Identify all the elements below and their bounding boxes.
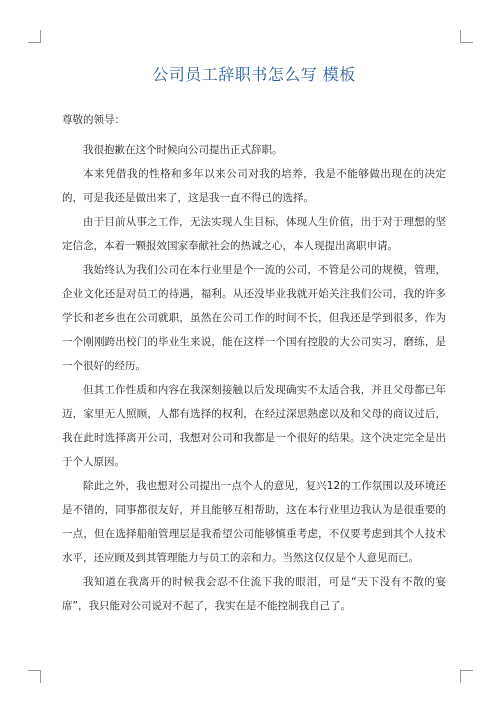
paragraph-3: 由于目前从事之工作，无法实现人生目标，体现人生价值，出于对于理想的坚定信念，本着一颗报效国家奉献社会的热诚之心，本人现提出离职申请。 [62,216,446,252]
paragraph-4: 我始终认为我们公司在本行业里是个一流的公司，不管是公司的规模，管理，企业文化还是对员工的待遇，福利。从还没毕业我就开始关注我们公司，我的许多学长和老乡也在公司就职，虽然在公司工作的时间不长，但我还是学到很多，作为一个刚刚跨出校门的毕业生来说，能在这样一个国有控股的大公司实习，磨练，是一个很好的经历。 [62,264,446,372]
paragraph-5: 但其工作性质和内容在我深刻接触以后发现确实不太适合我，并且父母都已年迈，家里无人照顾，人都有选择的权利，在经过深思熟虑以及和父母的商议过后，我在此时选择离开公司，我想对公司和我都是一个很好的结果。这个决定完全是出于个人原因。 [62,384,446,468]
page-corner-mark-bottom-left [28,670,41,683]
paragraph-2: 本来凭借我的性格和多年以来公司对我的培养，我是不能够做出现在的决定的，可是我还是做出来了，这是我一直不得已的选择。 [62,168,446,204]
page-corner-mark-bottom-right [460,670,473,683]
paragraph-6: 除此之外，我也想对公司提出一点个人的意见，复兴12的工作氛围以及环境还是不错的，同事都很友好，并且能够互相帮助，这在本行业里边我认为是很重要的一点，但在选择船舶管理层是我希望公司能够慎重考虑，不仅要考虑到其个人技术水平，还应顾及到其管理能力与员工的亲和力。当然这仅仅是个人意见而已。 [62,480,446,564]
document-title: 公司员工辞职书怎么写 模板 [152,65,356,84]
salutation: 尊敬的领导： [62,114,125,126]
page-corner-mark-top-right [460,30,473,43]
paragraph-7: 我知道在我离开的时候我会忍不住流下我的眼泪，可是“天下没有不散的宴席”，我只能对公司说对不起了，我实在是不能控制我自己了。 [62,576,446,612]
page-corner-mark-top-left [28,30,41,43]
paragraph-1: 我很抱歉在这个时候向公司提出正式辞职。 [83,144,283,156]
document-page [62,62,446,618]
